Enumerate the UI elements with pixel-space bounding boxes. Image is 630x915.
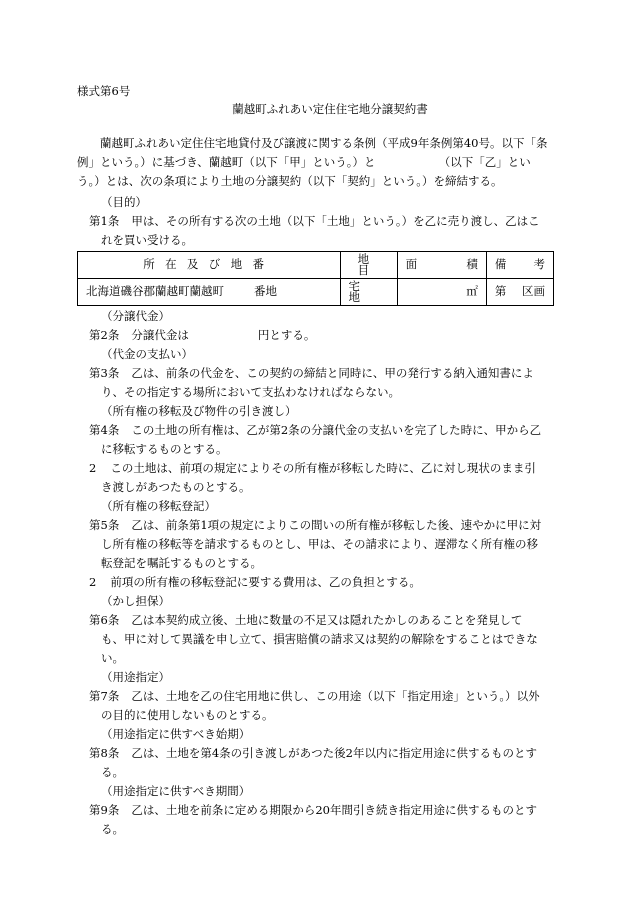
article-number: 第5条 [89,518,120,532]
article-block [77,592,555,668]
cell-category: 宅地 [340,279,397,306]
article-block [77,459,555,497]
article-line: き渡しがあつたものとする。 [101,480,251,494]
article-number: 第2条 [89,328,120,342]
article-number: 第6条 [89,613,120,627]
article-block [77,307,555,345]
table-row [78,279,554,306]
article-1 [77,193,555,250]
table-header-row [78,252,554,279]
article-line: 第3条 乙は、前条の代金を、この契約の締結と同時に、甲の発行する納入通知書によ [89,366,534,380]
article-line: 第5条 乙は、前条第1項の規定によりこの間いの所有権が移転した後、速やかに甲に対 [89,518,542,532]
article-number: 第7条 [89,689,120,703]
article-block [77,725,555,782]
intro-line-1: 蘭越町ふれあい定住住宅地貸付及び譲渡に関する条例（平成9年条例第40号。以下「条 [100,136,548,150]
article-number: 第4条 [89,423,120,437]
article-line: る。 [101,822,124,836]
article-number: 第1条 [89,214,120,228]
article-line: 第7条 乙は、土地を乙の住宅用地に供し、この用途（以下「指定用途」という。）以外 [89,689,540,703]
header-category: 地目 [340,252,397,279]
article-heading: （目的） [101,195,147,209]
article-line: に移転するものとする。 [101,442,228,456]
article-block [77,402,555,459]
article-line: れを買い受ける。 [101,233,193,247]
article-line: の目的に使用しないものとする。 [101,708,274,722]
article-line: 第4条 この土地の所有権は、乙が第2条の分譲代金の支払いを完了した時に、甲から乙 [89,423,542,437]
article-line: 第8条 乙は、土地を第4条の引き渡しがあつた後2年以内に指定用途に供するものとす [89,746,537,760]
article-number: 2 [89,461,97,475]
article-block [77,573,555,592]
cell-location: 北海道磯谷郡蘭越町蘭越町 番地 [78,279,341,306]
cell-area: ㎡ [397,279,486,306]
form-number: 様式第6号 [77,84,131,98]
article-heading: （用途指定に供すべき期間） [101,784,251,798]
article-heading: （所有権の移転登記） [101,499,216,513]
article-block [77,345,555,402]
article-number: 2 [89,575,97,589]
article-heading: （用途指定） [101,670,170,684]
article-number: 第8条 [89,746,120,760]
article-number: 第9条 [89,803,120,817]
header-note: 備 考 [486,252,553,279]
article-line: 2 前項の所有権の移転登記に要する費用は、乙の負担とする。 [89,575,421,589]
articles [77,307,555,839]
article-heading: （用途指定に供すべき始期） [101,727,251,741]
intro-line-3: う。）とは、次の条項により土地の分譲契約（以下「契約」という。）を締結する。 [77,174,503,188]
article-line: い。 [101,651,124,665]
document-title: 蘭越町ふれあい定住住宅地分譲契約書 [232,102,428,116]
article-heading: （所有権の移転及び物件の引き渡し） [101,404,297,418]
article-heading: （代金の支払い） [101,347,193,361]
article-line: 第9条 乙は、土地を前条に定める期限から20年間引き続き指定用途に供するものとす [89,803,537,817]
article-line: る。 [101,765,124,779]
article-block [77,497,555,573]
intro-paragraph [77,134,555,191]
article-line: 転登記を嘱託するものとする。 [101,556,262,570]
article-line: も、甲に対して異議を申し立て、損害賠償の請求又は契約の解除をすることはできな [101,632,538,646]
article-line: し所有権の移転等を請求するものとし、甲は、その請求により、遅滞なく所有権の移 [101,537,538,551]
intro-line-2: 例」という。）に基づき、蘭越町（以下「甲」という。）と （以下「乙」とい [77,155,531,169]
article-number: 第3条 [89,366,120,380]
article-line: 2 この土地は、前項の規定によりその所有権が移転した時に、乙に対し現状のまま引 [89,461,536,475]
article-block [77,668,555,725]
land-table [77,251,554,306]
header-location: 所在及び地番 [78,252,341,279]
article-block [77,782,555,839]
article-line: 第1条 甲は、その所有する次の土地（以下「土地」という。）を乙に売り渡し、乙はこ [89,214,540,228]
article-line: り、その指定する場所において支払わなければならない。 [101,385,400,399]
header-area: 面 積 [397,252,486,279]
article-line: 第6条 乙は本契約成立後、土地に数量の不足又は隠れたかしのあることを発見して [89,613,523,627]
article-heading: （分譲代金） [101,309,170,323]
article-line: 第2条 分譲代金は 円とする。 [89,328,316,342]
cell-note: 第 区画 [486,279,553,306]
article-heading: （かし担保） [101,594,170,608]
